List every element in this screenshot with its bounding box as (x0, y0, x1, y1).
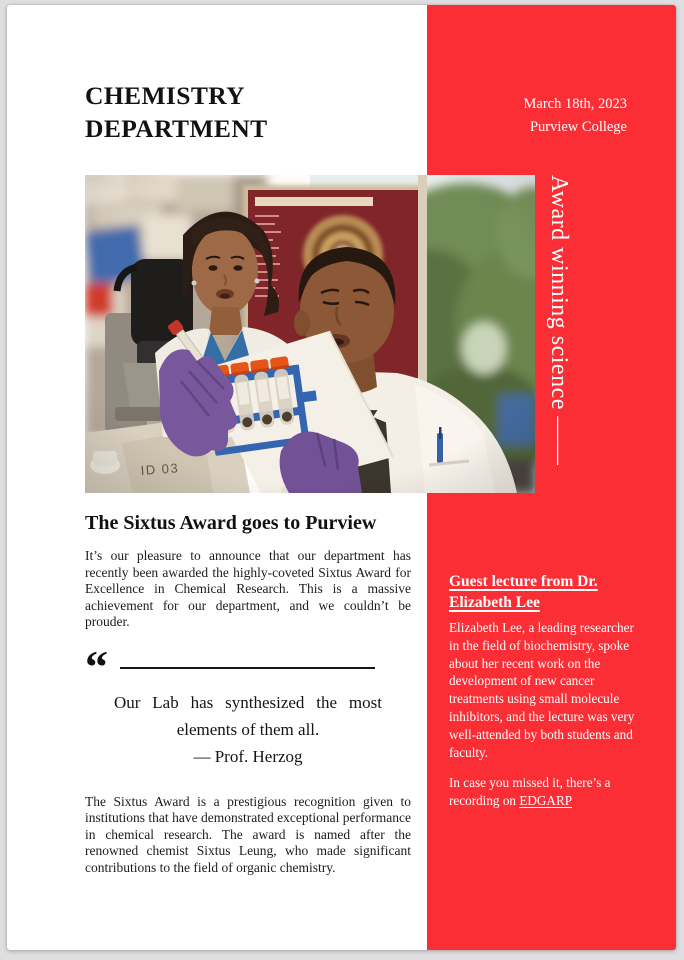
article-paragraph-2: The Sixtus Award is a prestigious recognition given to institutions that have demonstrated exceptional performance in chemical research. The award is named after the renowned chemist Sixtus Leung, who made significant contributions to the field of organic chemistry. (85, 793, 411, 875)
sidebar-article (449, 571, 639, 810)
main-article (85, 512, 411, 876)
dateline (524, 93, 628, 139)
pull-quote (85, 640, 411, 770)
sidebar-article-heading (449, 571, 639, 613)
masthead-line2: DEPARTMENT (85, 114, 268, 143)
article-paragraph-1: It’s our pleasure to announce that our department has recently been awarded the highly-coveted Sixtus Award for Excellence in Chemical Research. This is a massive achievement for our department, and we couldn’t be prouder. (85, 548, 411, 629)
masthead-line1: CHEMISTRY (85, 81, 245, 110)
followup-text: In case you missed it, there’s a recording on (449, 775, 611, 809)
quote-rule (120, 667, 375, 669)
vertical-banner: Award winning science —— (546, 175, 572, 466)
newsletter-page (7, 5, 676, 950)
edgarp-link[interactable]: EDGARP (519, 793, 573, 809)
organization-name: Purview College (529, 119, 627, 135)
quote-attribution: — Prof. Herzog (193, 746, 303, 766)
sidebar-followup (449, 774, 639, 810)
masthead (85, 79, 268, 145)
guest-lecture-heading-link: Guest lecture from Dr. Elizabeth Lee (449, 573, 598, 611)
issue-date: March 18th, 2023 (523, 96, 627, 112)
article-headline: The Sixtus Award goes to Purview (85, 512, 377, 534)
sidebar-article-body: Elizabeth Lee, a leading researcher in the field of biochemistry, spoke about her recent work on the development of new cancer treatments using small molecule inhibitors, and the lecture was very well-attended by both students and faculty. (449, 620, 635, 760)
quote-mark-icon: “ (85, 640, 108, 692)
lab-photo (85, 175, 535, 493)
lab-photo-illustration (85, 175, 535, 493)
quote-text: Our Lab has synthesized the most elements of them all. (114, 692, 382, 739)
